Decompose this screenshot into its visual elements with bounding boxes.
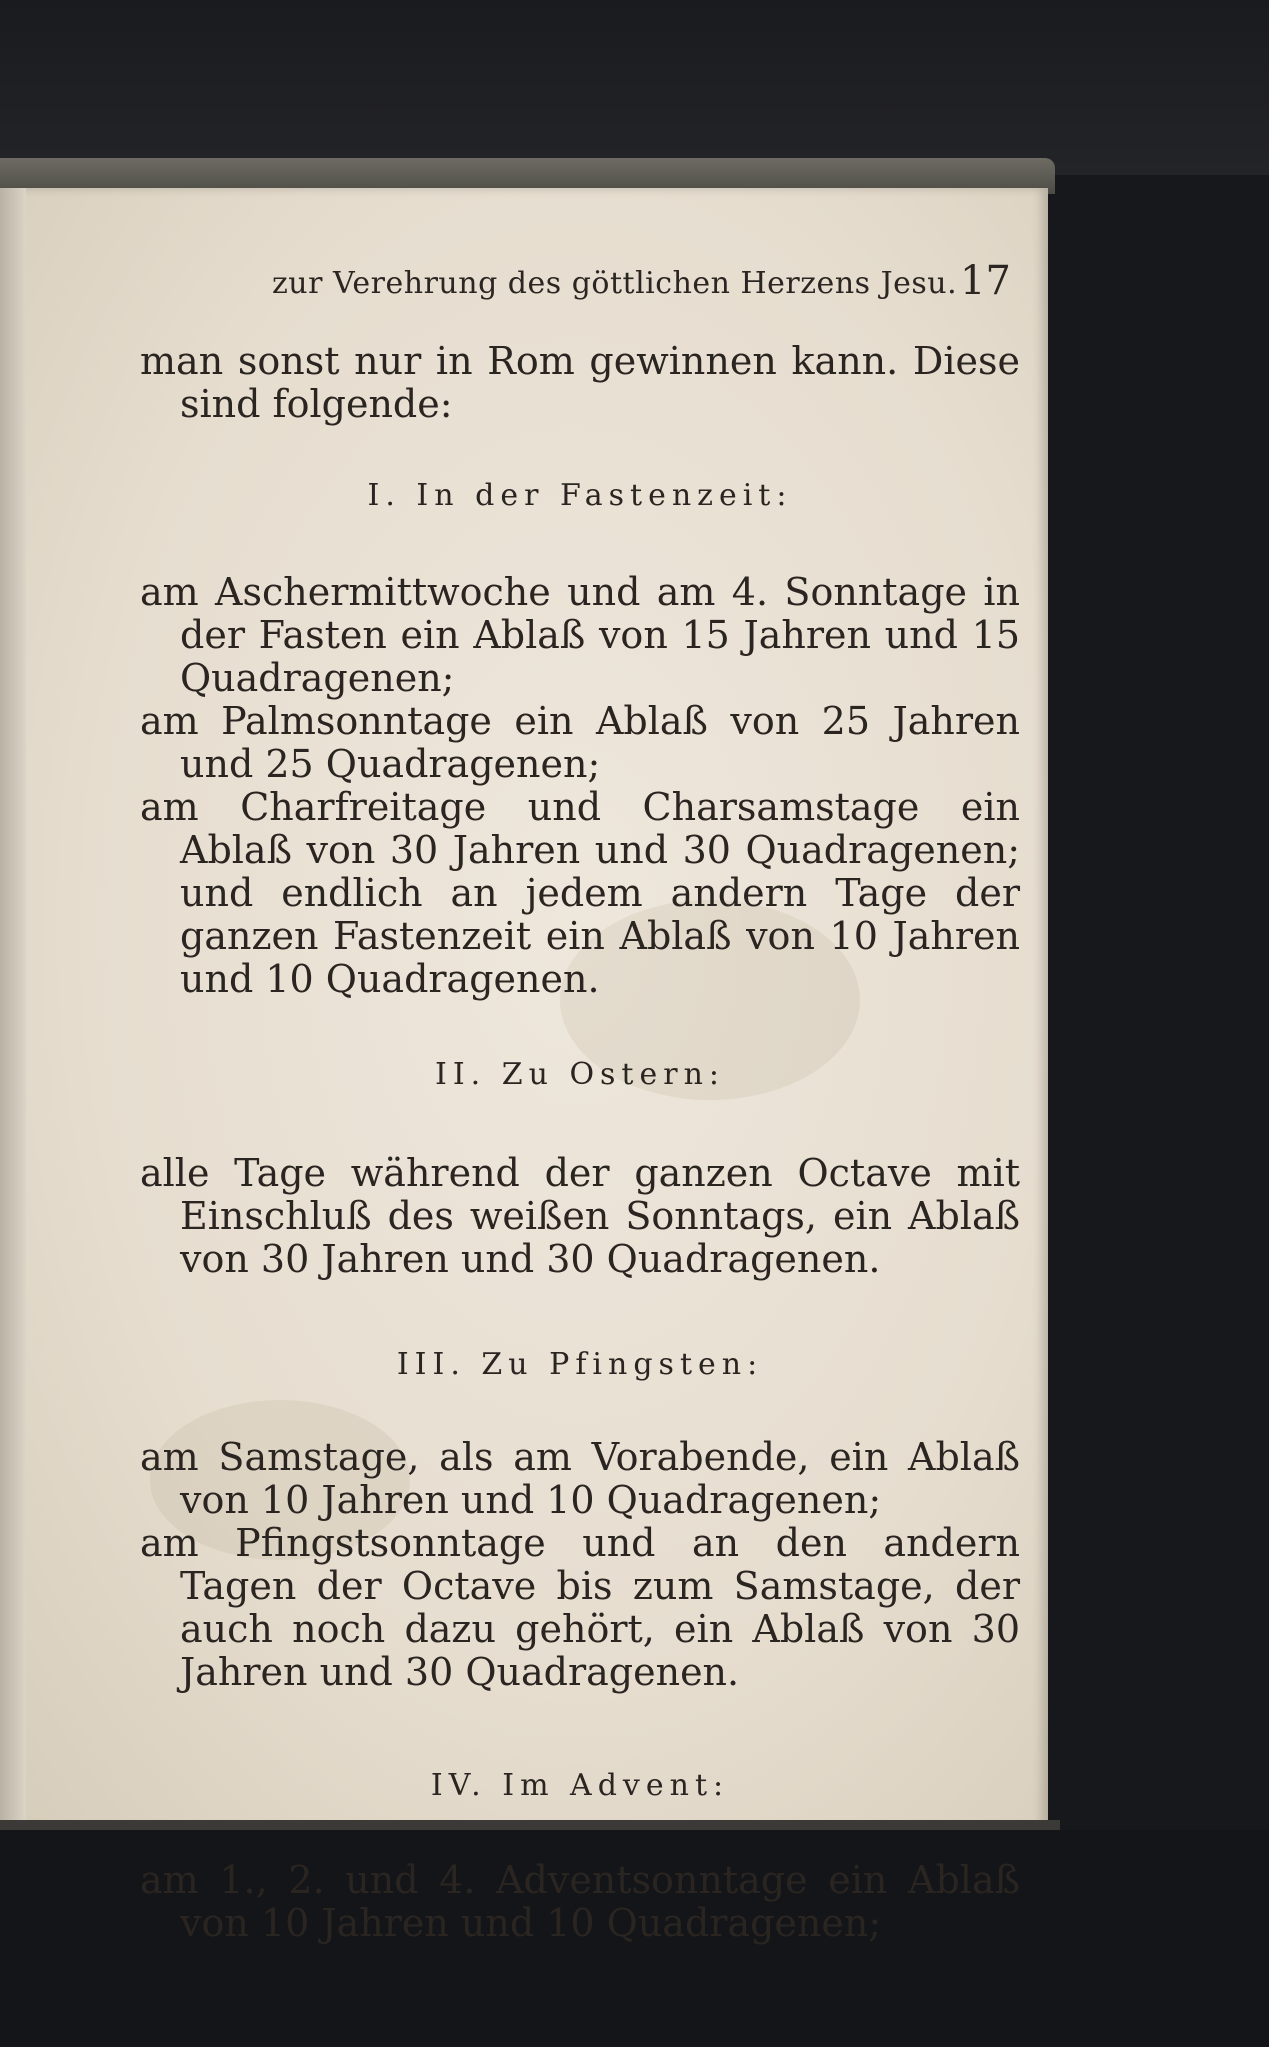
opening-paragraph: man sonst nur in Rom gewinnen kann. Diese sind folgende:: [140, 339, 1020, 426]
paragraph: am 1., 2. und 4. Adventsonntage ein Ablaß von 10 Jahren und 10 Quadragenen;: [140, 1858, 1020, 1945]
paragraph: am Pfingstsonntage und an den andern Tagen der Octave bis zum Samstage, der auch noch dazu gehört, ein Ablaß von 30 Jahren und 30 Quadragenen.: [140, 1521, 1020, 1694]
paragraph: am Palmsonntage ein Ablaß von 25 Jahren und 25 Quadragenen;: [140, 699, 1020, 786]
page-body: [140, 340, 1020, 1945]
paragraph: am Aschermittwoche und am 4. Sonntage in der Fasten ein Ablaß von 15 Jahren und 15 Quadragenen;: [140, 570, 1020, 700]
section-heading-advent: IV. Im Advent:: [430, 1768, 730, 1803]
paragraph: alle Tage während der ganzen Octave mit Einschluß des weißen Sonntags, ein Ablaß von 30 Jahren und 30 Quadragenen.: [140, 1151, 1020, 1281]
running-head-title: zur Verehrung des göttlichen Herzens Jesu.: [272, 266, 958, 301]
background-top: [0, 0, 1269, 175]
section-heading-easter: II. Zu Ostern:: [434, 1057, 726, 1092]
page-number: 17: [960, 258, 1011, 304]
section-heading-pentecost: III. Zu Pfingsten:: [396, 1347, 764, 1382]
paragraph: am Charfreitage und Charsamstage ein Ablaß von 30 Jahren und 30 Quadragenen; und endlich an jedem andern Tage der ganzen Fastenzeit ein Ablaß von 10 Jahren und 10 Quadragenen.: [140, 785, 1020, 1001]
running-head: [0, 258, 1269, 318]
page-gutter: [0, 188, 26, 1828]
section-heading-lent: I. In der Fastenzeit:: [367, 478, 793, 513]
paragraph: am Samstage, als am Vorabende, ein Ablaß von 10 Jahren und 10 Quadragenen;: [140, 1435, 1020, 1522]
